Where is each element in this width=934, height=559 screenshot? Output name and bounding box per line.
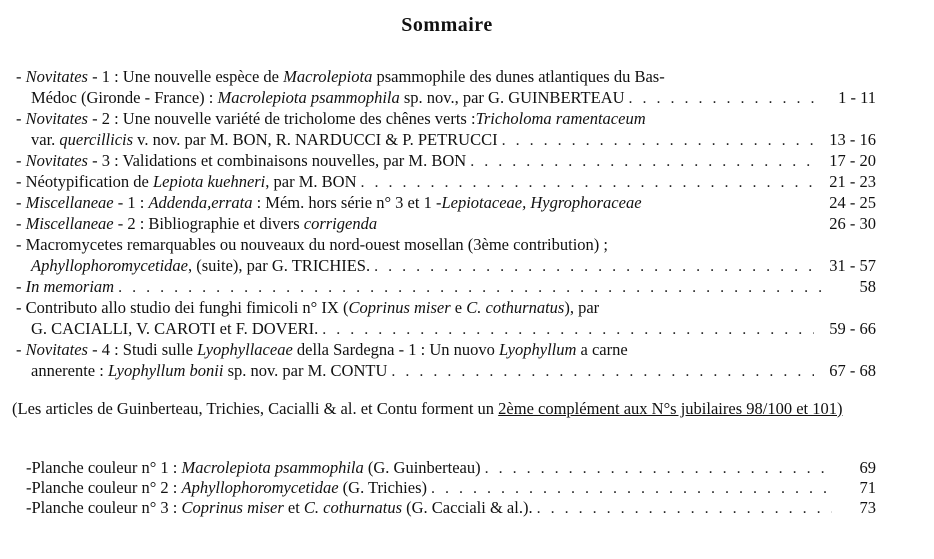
entry-line xyxy=(16,171,876,192)
toc-entry-novitates-3 xyxy=(16,150,876,171)
plate-page: 71 xyxy=(859,478,876,497)
toc-entry-miscellaneae-1 xyxy=(16,192,876,213)
entry-line xyxy=(16,318,876,339)
entry-line xyxy=(16,339,876,360)
entry-text: - Novitates - 1 : Une nouvelle espèce de Macrolepiota psammophile des dunes atlantiques du Bas- xyxy=(16,67,665,86)
entry-line xyxy=(16,129,876,150)
entry-line xyxy=(16,108,876,129)
toc-entry-novitates-2 xyxy=(16,108,876,150)
entry-line xyxy=(16,213,876,234)
toc-entry-in-memoriam xyxy=(16,276,876,297)
leader-dots xyxy=(118,277,828,298)
underlined-note: 2ème complément aux N°s jubilaires 98/100 et 101) xyxy=(498,399,843,418)
plate-text: -Planche couleur n° 1 : Macrolepiota psammophila (G. Guinberteau) xyxy=(26,458,481,477)
toc-entry-macromycetes xyxy=(16,234,876,276)
leader-dots xyxy=(360,172,814,193)
page-range: 24 - 25 xyxy=(829,193,876,212)
entry-line xyxy=(16,360,876,381)
entry-line xyxy=(16,87,876,108)
entry-line xyxy=(16,66,876,87)
leader-dots xyxy=(502,130,814,151)
page-title: Sommaire xyxy=(401,14,493,36)
entry-text: - Miscellaneae - 1 : Addenda,errata : Mém. hors série n° 3 et 1 -Lepiotaceae, Hygrophoraceae xyxy=(16,193,642,212)
plate-entry xyxy=(26,458,876,478)
plate-text: -Planche couleur n° 2 : Aphyllophoromycetidae (G. Trichies) xyxy=(26,478,427,497)
leader-dots xyxy=(470,151,814,172)
plate-entry xyxy=(26,478,876,498)
entry-text: - Macromycetes remarquables ou nouveaux du nord-ouest mosellan (3ème contribution) ; xyxy=(16,235,608,254)
entry-text: - Novitates - 2 : Une nouvelle variété de tricholome des chênes verts :Tricholoma ramentaceum xyxy=(16,109,646,128)
entry-text: var. quercillicis v. nov. par M. BON, R. NARDUCCI & P. PETRUCCI xyxy=(31,130,498,149)
plate-text: -Planche couleur n° 3 : Coprinus miser et C. cothurnatus (G. Cacciali & al.). xyxy=(26,498,533,517)
entry-text: Aphyllophoromycetidae, (suite), par G. TRICHIES. xyxy=(31,256,371,275)
entry-text: Médoc (Gironde - France) : Macrolepiota psammophila sp. nov., par G. GUINBERTEAU xyxy=(31,88,625,107)
page-range: 17 - 20 xyxy=(829,151,876,170)
entry-line xyxy=(16,276,876,297)
entry-text: - In memoriam xyxy=(16,277,115,296)
entry-text: - Novitates - 3 : Validations et combinaisons nouvelles, par M. BON xyxy=(16,151,467,170)
entry-line xyxy=(16,192,876,213)
color-plates-list xyxy=(26,458,876,518)
page-range: 58 xyxy=(859,277,876,296)
leader-dots xyxy=(431,479,832,499)
table-of-contents xyxy=(16,66,876,381)
entry-line xyxy=(16,255,876,276)
plate-entry xyxy=(26,498,876,518)
entry-text: - Néotypification de Lepiota kuehneri, par M. BON xyxy=(16,172,357,191)
leader-dots xyxy=(485,459,832,479)
page-range: 13 - 16 xyxy=(829,130,876,149)
toc-entry-miscellaneae-2 xyxy=(16,213,876,234)
entry-line xyxy=(16,150,876,171)
toc-entry-novitates-1 xyxy=(16,66,876,108)
page-range: 21 - 23 xyxy=(829,172,876,191)
entry-text: - Contributo allo studio dei funghi fimicoli n° IX (Coprinus miser e C. cothurnatus), par xyxy=(16,298,600,317)
entry-text: G. CACIALLI, V. CAROTI et F. DOVERI. xyxy=(31,319,319,338)
plate-page: 69 xyxy=(859,458,876,477)
entry-line xyxy=(16,297,876,318)
leader-dots xyxy=(374,256,814,277)
page-range: 26 - 30 xyxy=(829,214,876,233)
page-range: 59 - 66 xyxy=(829,319,876,338)
leader-dots xyxy=(537,499,832,519)
leader-dots xyxy=(629,88,814,109)
page-range: 31 - 57 xyxy=(829,256,876,275)
plate-page: 73 xyxy=(859,498,876,517)
toc-entry-neotypification xyxy=(16,171,876,192)
leader-dots xyxy=(322,319,814,340)
editorial-note: (Les articles de Guinberteau, Trichies, Cacialli & al. et Contu forment un 2ème complément aux N°s jubilaires 98/100 et 101) xyxy=(12,399,843,418)
page-range: 1 - 11 xyxy=(838,88,876,107)
entry-text: - Novitates - 4 : Studi sulle Lyophyllaceae della Sardegna - 1 : Un nuovo Lyophyllum a carne xyxy=(16,340,628,359)
toc-entry-novitates-4 xyxy=(16,339,876,381)
page-range: 67 - 68 xyxy=(829,361,876,380)
leader-dots xyxy=(391,361,814,382)
entry-text: - Miscellaneae - 2 : Bibliographie et divers corrigenda xyxy=(16,214,378,233)
entry-line xyxy=(16,234,876,255)
entry-text: annerente : Lyophyllum bonii sp. nov. par M. CONTU xyxy=(31,361,388,380)
toc-entry-contributo xyxy=(16,297,876,339)
